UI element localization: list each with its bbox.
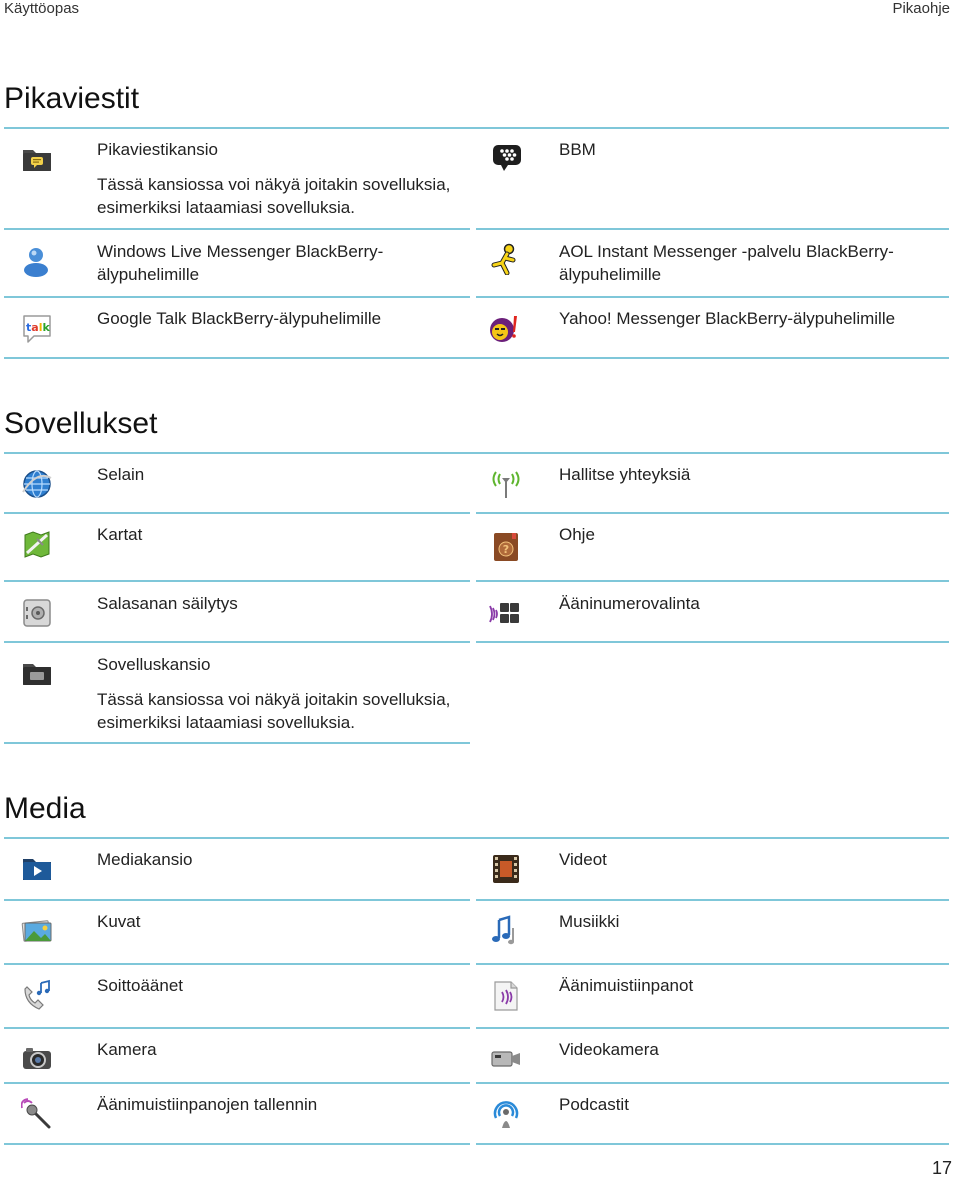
item-label: Äänimuistiinpanojen tallennin — [97, 1095, 318, 1114]
divider — [4, 357, 949, 359]
safe-icon — [21, 597, 53, 629]
divider — [476, 580, 949, 582]
item-label: Kuvat — [97, 912, 141, 931]
voice-dial-icon — [489, 598, 521, 630]
pictures-icon — [21, 914, 53, 946]
divider — [4, 452, 949, 454]
podcast-icon — [490, 1098, 522, 1130]
item-label: Kamera — [97, 1040, 157, 1059]
item-label: Hallitse yhteyksiä — [559, 465, 691, 484]
music-notes-icon — [489, 914, 521, 946]
microphone-icon — [21, 1097, 53, 1129]
divider — [4, 1082, 470, 1084]
windows-live-messenger-icon — [20, 246, 52, 278]
item-label: Yahoo! Messenger BlackBerry-älypuhelimille — [559, 309, 896, 328]
divider — [476, 1082, 949, 1084]
item-label: Kartat — [97, 525, 143, 544]
divider — [4, 641, 470, 643]
divider — [476, 512, 949, 514]
section-title-media: Media — [4, 792, 86, 825]
item-description: Tässä kansiossa voi näkyä joitakin sovelluksia, esimerkiksi lataamiasi sovelluksia. — [97, 690, 451, 732]
globe-icon — [21, 468, 53, 500]
divider — [476, 1143, 949, 1145]
divider — [4, 512, 470, 514]
bbm-icon — [491, 142, 523, 174]
folder-chat-icon — [21, 143, 53, 175]
svg-text:talk: talk — [26, 321, 50, 334]
item-label: Ohje — [559, 525, 595, 544]
divider — [476, 1027, 949, 1029]
media-folder-icon — [21, 852, 53, 884]
item-label: Soittoäänet — [97, 976, 184, 995]
divider — [476, 296, 949, 298]
item-label: Videot — [559, 850, 607, 869]
camera-icon — [21, 1042, 53, 1074]
aol-running-man-icon — [489, 243, 521, 275]
item-label: Videokamera — [559, 1040, 659, 1059]
section-title-applications: Sovellukset — [4, 407, 158, 440]
header-quick-guide: Pikaohje — [892, 0, 950, 17]
divider — [4, 127, 949, 129]
item-label: Pikaviestikansio — [97, 140, 218, 159]
folder-icon — [21, 657, 53, 689]
header-guide-title: Käyttöopas — [4, 0, 80, 17]
divider — [4, 963, 470, 965]
film-icon — [490, 853, 522, 885]
item-label: Selain — [97, 465, 145, 484]
divider — [4, 580, 470, 582]
divider — [4, 1027, 470, 1029]
section-title-instant-messaging: Pikaviestit — [4, 82, 140, 115]
divider — [476, 641, 949, 643]
divider — [476, 899, 949, 901]
item-label: Salasanan säilytys — [97, 594, 238, 613]
map-icon — [21, 529, 53, 561]
item-description: Tässä kansiossa voi näkyä joitakin sovelluksia, esimerkiksi lataamiasi sovelluksia. — [97, 175, 451, 217]
divider — [4, 837, 949, 839]
item-label: Äänimuistiinpanot — [559, 976, 694, 995]
item-label: Musiikki — [559, 912, 620, 931]
divider — [4, 1143, 470, 1145]
divider — [4, 742, 470, 744]
item-label: BBM — [559, 140, 596, 159]
svg-text:?: ? — [502, 543, 510, 556]
divider — [476, 963, 949, 965]
item-label: Sovelluskansio — [97, 655, 211, 674]
video-camera-icon — [490, 1042, 522, 1074]
divider — [476, 228, 949, 230]
item-label: Google Talk BlackBerry-älypuhelimille — [97, 309, 382, 328]
antenna-icon — [490, 468, 522, 500]
google-talk-icon — [21, 312, 53, 344]
item-label: Mediakansio — [97, 850, 193, 869]
ringtone-icon — [21, 979, 53, 1011]
help-book-icon — [490, 531, 522, 563]
divider — [4, 296, 470, 298]
item-label: Podcastit — [559, 1095, 629, 1114]
item-label: Ääninumerovalinta — [559, 594, 700, 613]
yahoo-messenger-icon — [488, 312, 520, 344]
page-number: 17 — [931, 1158, 952, 1178]
item-label: AOL Instant Messenger -palvelu BlackBerry-älypuhelimille — [559, 242, 894, 284]
voice-note-icon — [490, 980, 522, 1012]
divider — [4, 899, 470, 901]
divider — [4, 228, 470, 230]
item-label: Windows Live Messenger BlackBerry-älypuhelimille — [97, 242, 384, 284]
